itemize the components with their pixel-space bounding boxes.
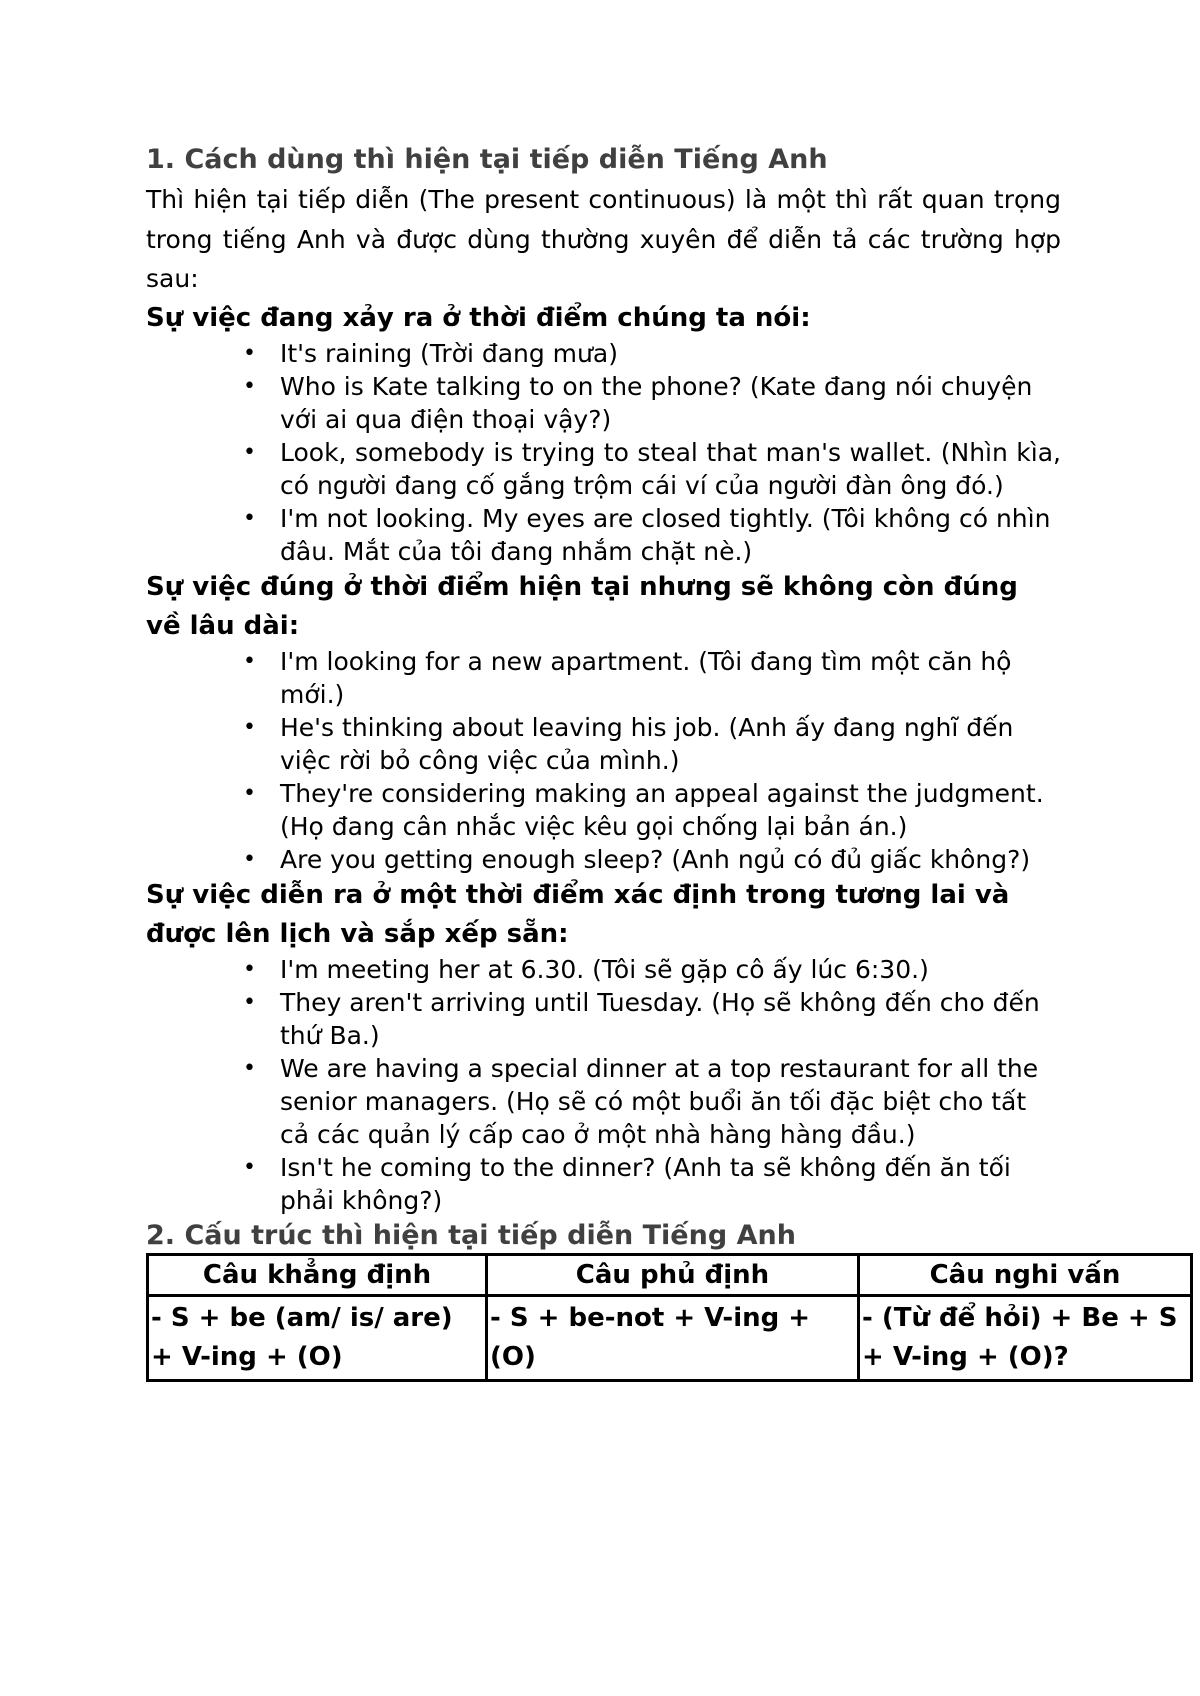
list-item-text: Look, somebody is trying to steal that man's wallet. (Nhìn kìa, có người đang cố gắng trộm cái ví của người đàn ông đó.): [280, 438, 1061, 500]
list-item: [146, 502, 1061, 568]
list-item: [146, 711, 1061, 777]
list-item-text: He's thinking about leaving his job. (Anh ấy đang nghĩ đến việc rời bỏ công việc của mình.): [280, 713, 1014, 775]
bullet-icon: •: [243, 990, 256, 1015]
list-item: [146, 986, 1061, 1052]
table-cell: - S + be-not + V-ing + (O): [487, 1296, 859, 1381]
group-2-title: Sự việc đúng ở thời điểm hiện tại nhưng sẽ không còn đúng về lâu dài:: [146, 572, 1018, 641]
group-1-title: Sự việc đang xảy ra ở thời điểm chúng ta nói:: [146, 302, 811, 333]
list-item-text: Who is Kate talking to on the phone? (Kate đang nói chuyện với ai qua điện thoại vậy?): [280, 372, 1033, 434]
table-row: [148, 1296, 1192, 1381]
bullet-icon: •: [243, 1056, 256, 1081]
bullet-icon: •: [243, 440, 256, 465]
list-item: [146, 953, 1061, 986]
list-item: [146, 436, 1061, 502]
list-item-text: They aren't arriving until Tuesday. (Họ sẽ không đến cho đến thứ Ba.): [280, 988, 1040, 1050]
intro-paragraph: Thì hiện tại tiếp diễn (The present continuous) là một thì rất quan trọng trong tiếng Anh và được dùng thường xuyên để diễn tả các trường hợp sau:: [146, 185, 1061, 293]
list-item: [146, 843, 1061, 876]
bullet-icon: •: [243, 649, 256, 674]
column-header: Câu phủ định: [487, 1255, 859, 1296]
bullet-icon: •: [243, 341, 256, 366]
list-item: [146, 337, 1061, 370]
bullet-icon: •: [243, 506, 256, 531]
bullet-icon: •: [243, 957, 256, 982]
list-item-text: We are having a special dinner at a top restaurant for all the senior managers. (Họ sẽ có một buổi ăn tối đặc biệt cho tất cả các quản lý cấp cao ở một nhà hàng hàng đầu.): [280, 1054, 1039, 1149]
table-header-row: [148, 1255, 1192, 1296]
bullet-icon: •: [243, 1155, 256, 1180]
list-item: [146, 370, 1061, 436]
list-item-text: I'm meeting her at 6.30. (Tôi sẽ gặp cô ấy lúc 6:30.): [280, 955, 929, 984]
list-item-text: I'm not looking. My eyes are closed tightly. (Tôi không có nhìn đâu. Mắt của tôi đang nhắm chặt nè.): [280, 504, 1051, 566]
group-1-list: [146, 337, 1066, 568]
list-item: [146, 777, 1061, 843]
bullet-icon: •: [243, 374, 256, 399]
document-page: [146, 140, 1178, 1382]
list-item: [146, 1151, 1061, 1217]
table-cell: - (Từ để hỏi) + Be + S + V-ing + (O)?: [859, 1296, 1192, 1381]
structure-table: [146, 1253, 1193, 1382]
bullet-icon: •: [243, 847, 256, 872]
bullet-icon: •: [243, 781, 256, 806]
list-item: [146, 645, 1061, 711]
group-3-title: Sự việc diễn ra ở một thời điểm xác định trong tương lai và được lên lịch và sắp xếp sẵn:: [146, 880, 1010, 949]
list-item-text: I'm looking for a new apartment. (Tôi đang tìm một căn hộ mới.): [280, 647, 1012, 709]
column-header: Câu nghi vấn: [859, 1255, 1192, 1296]
table-cell: - S + be (am/ is/ are) + V-ing + (O): [148, 1296, 487, 1381]
list-item-text: They're considering making an appeal against the judgment. (Họ đang cân nhắc việc kêu gọi chống lại bản án.): [280, 779, 1044, 841]
group-3-list: [146, 953, 1066, 1217]
group-2-list: [146, 645, 1066, 876]
bullet-icon: •: [243, 715, 256, 740]
section-1-heading: 1. Cách dùng thì hiện tại tiếp diễn Tiếng Anh: [146, 144, 828, 175]
list-item: [146, 1052, 1061, 1151]
section-2-heading: 2. Cấu trúc thì hiện tại tiếp diễn Tiếng Anh: [146, 1220, 796, 1251]
column-header: Câu khẳng định: [148, 1255, 487, 1296]
list-item-text: Are you getting enough sleep? (Anh ngủ có đủ giấc không?): [280, 845, 1031, 874]
list-item-text: Isn't he coming to the dinner? (Anh ta sẽ không đến ăn tối phải không?): [280, 1153, 1011, 1215]
list-item-text: It's raining (Trời đang mưa): [280, 339, 618, 368]
